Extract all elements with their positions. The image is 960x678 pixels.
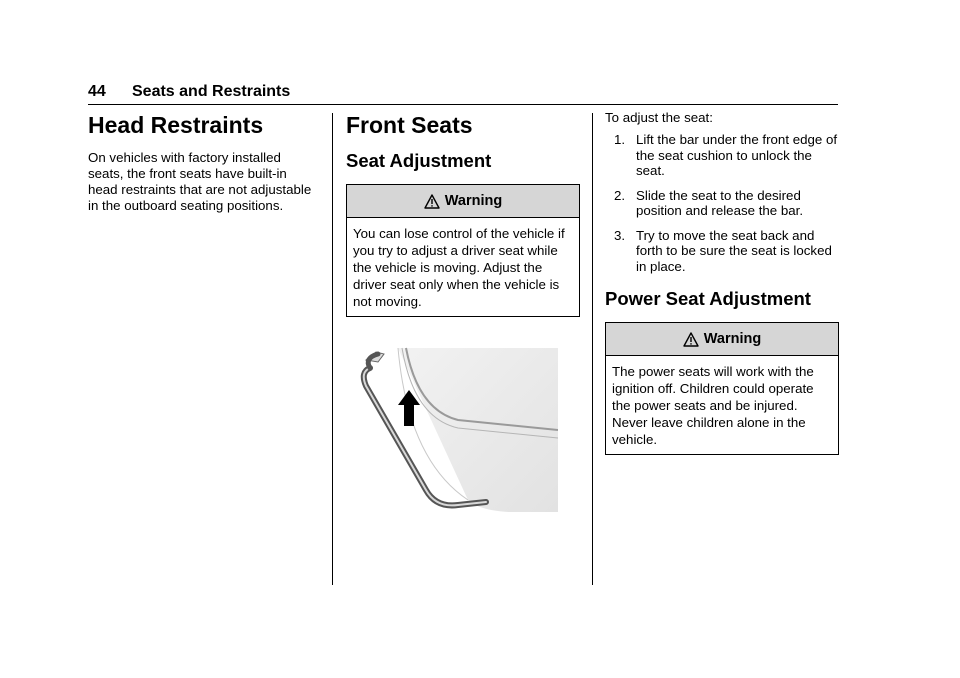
power-seat-title: Power Seat Adjustment <box>605 288 811 309</box>
warning-label: Warning <box>703 331 762 347</box>
list-item <box>605 132 839 179</box>
list-item <box>605 228 839 275</box>
step-number: 1. <box>614 132 626 147</box>
warning-box <box>605 322 839 455</box>
warning-box <box>346 184 580 317</box>
warning-text: You can lose control of the vehicle if you try to adjust a driver seat while the vehicle is moving. Adjust the driver seat only when the vehicle is not moving. <box>353 226 565 309</box>
section-title: Seats and Restraints <box>132 83 291 100</box>
warning-header <box>347 185 579 218</box>
warning-header <box>606 323 838 356</box>
column-1 <box>88 110 318 214</box>
step-number: 3. <box>614 227 626 243</box>
step-number: 2. <box>614 187 626 203</box>
column-3 <box>605 110 839 465</box>
seat-adjustment-illustration <box>358 340 558 515</box>
adjust-steps <box>605 132 839 274</box>
step-text: Slide the seat to the desired position and release the bar. <box>636 187 804 218</box>
column-divider <box>332 113 333 585</box>
warning-triangle-icon <box>683 332 699 347</box>
step-text: Lift the bar under the front edge of the seat cushion to unlock the seat. <box>636 132 838 178</box>
column-2 <box>346 110 580 327</box>
warning-triangle-icon <box>424 194 440 209</box>
seat-adjustment-title: Seat Adjustment <box>346 150 492 171</box>
list-item <box>605 188 839 219</box>
warning-text: The power seats will work with the ignition off. Children could operate the power seats and be injured. Never leave children alone in the vehicle. <box>612 364 814 447</box>
page-header <box>88 82 838 105</box>
step-text: Try to move the seat back and forth to be sure the seat is locked in place. <box>636 227 832 274</box>
column-divider <box>592 113 593 585</box>
front-seats-title: Front Seats <box>346 112 473 138</box>
head-restraints-title: Head Restraints <box>88 112 264 138</box>
page-number: 44 <box>88 83 106 100</box>
warning-label: Warning <box>444 193 503 209</box>
head-restraints-body: On vehicles with factory installed seats, the front seats have built-in head restraints that are not adjustable in the outboard seating positions. <box>88 150 312 213</box>
adjust-intro: To adjust the seat: <box>605 110 713 125</box>
